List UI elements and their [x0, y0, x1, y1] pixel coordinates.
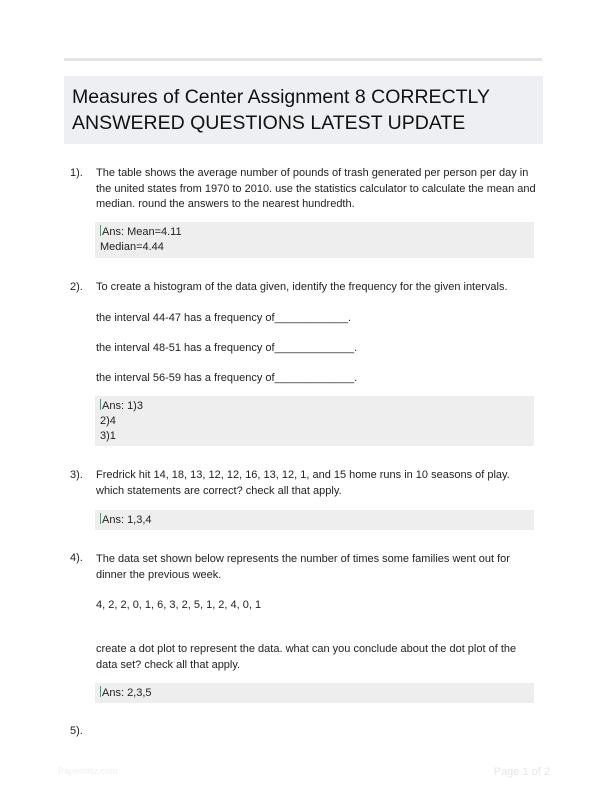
question-text: The table shows the average number of pounds of trash generated per person per day in the united states from 1970 to 2010. use the statistics calculator to calculate the mean and median. round the answers to the nearest hundredth. — [96, 167, 536, 210]
answer-marker — [100, 513, 101, 524]
answer-marker — [100, 399, 101, 410]
answer-box — [95, 396, 534, 446]
question-number: 5). — [70, 725, 83, 737]
answer-box — [95, 222, 534, 258]
title-banner — [64, 76, 543, 144]
interval-line: the interval 56-59 has a frequency of_____________. — [96, 372, 358, 384]
answer-box — [95, 683, 534, 703]
answer-marker — [100, 686, 101, 697]
interval-line: the interval 44-47 has a frequency of____________. — [96, 312, 352, 324]
top-divider — [64, 58, 542, 61]
answer-line: Ans: Mean=4.11 — [102, 226, 182, 238]
question-number: 4). — [70, 552, 83, 564]
answer-line: 2)4 — [100, 415, 116, 427]
answer-line: Ans: 1,3,4 — [102, 514, 152, 526]
question-number: 2). — [70, 281, 83, 293]
answer-marker — [100, 225, 101, 236]
question-text: Fredrick hit 14, 18, 13, 12, 12, 16, 13, 12, 1, and 15 home runs in 10 seasons of play. which statements are correct? check all that apply. — [96, 469, 510, 497]
data-set-line: 4, 2, 2, 0, 1, 6, 3, 2, 5, 1, 2, 4, 0, 1 — [96, 599, 262, 611]
question-text: The data set shown below represents the number of times some families went out for dinner the previous week. — [96, 553, 510, 581]
answer-line: Ans: 2,3,5 — [102, 687, 152, 699]
question-text: create a dot plot to represent the data. what can you conclude about the dot plot of the data set? check all that apply. — [96, 643, 517, 671]
answer-line: Median=4.44 — [100, 241, 164, 253]
footer-site-watermark: Paperblitz.com — [58, 766, 118, 776]
answer-line: Ans: 1)3 — [102, 400, 143, 412]
footer-page-number: Page 1 of 2 — [493, 766, 550, 778]
question-text: To create a histogram of the data given, identify the frequency for the given intervals. — [96, 281, 508, 293]
document-title: Measures of Center Assignment 8 CORRECTLY ANSWERED QUESTIONS LATEST UPDATE — [72, 86, 490, 134]
answer-box — [95, 510, 534, 530]
interval-line: the interval 48-51 has a frequency of_____________. — [96, 342, 358, 354]
question-number: 3). — [70, 469, 83, 481]
question-number: 1). — [70, 167, 83, 179]
answer-line: 3)1 — [100, 430, 116, 442]
